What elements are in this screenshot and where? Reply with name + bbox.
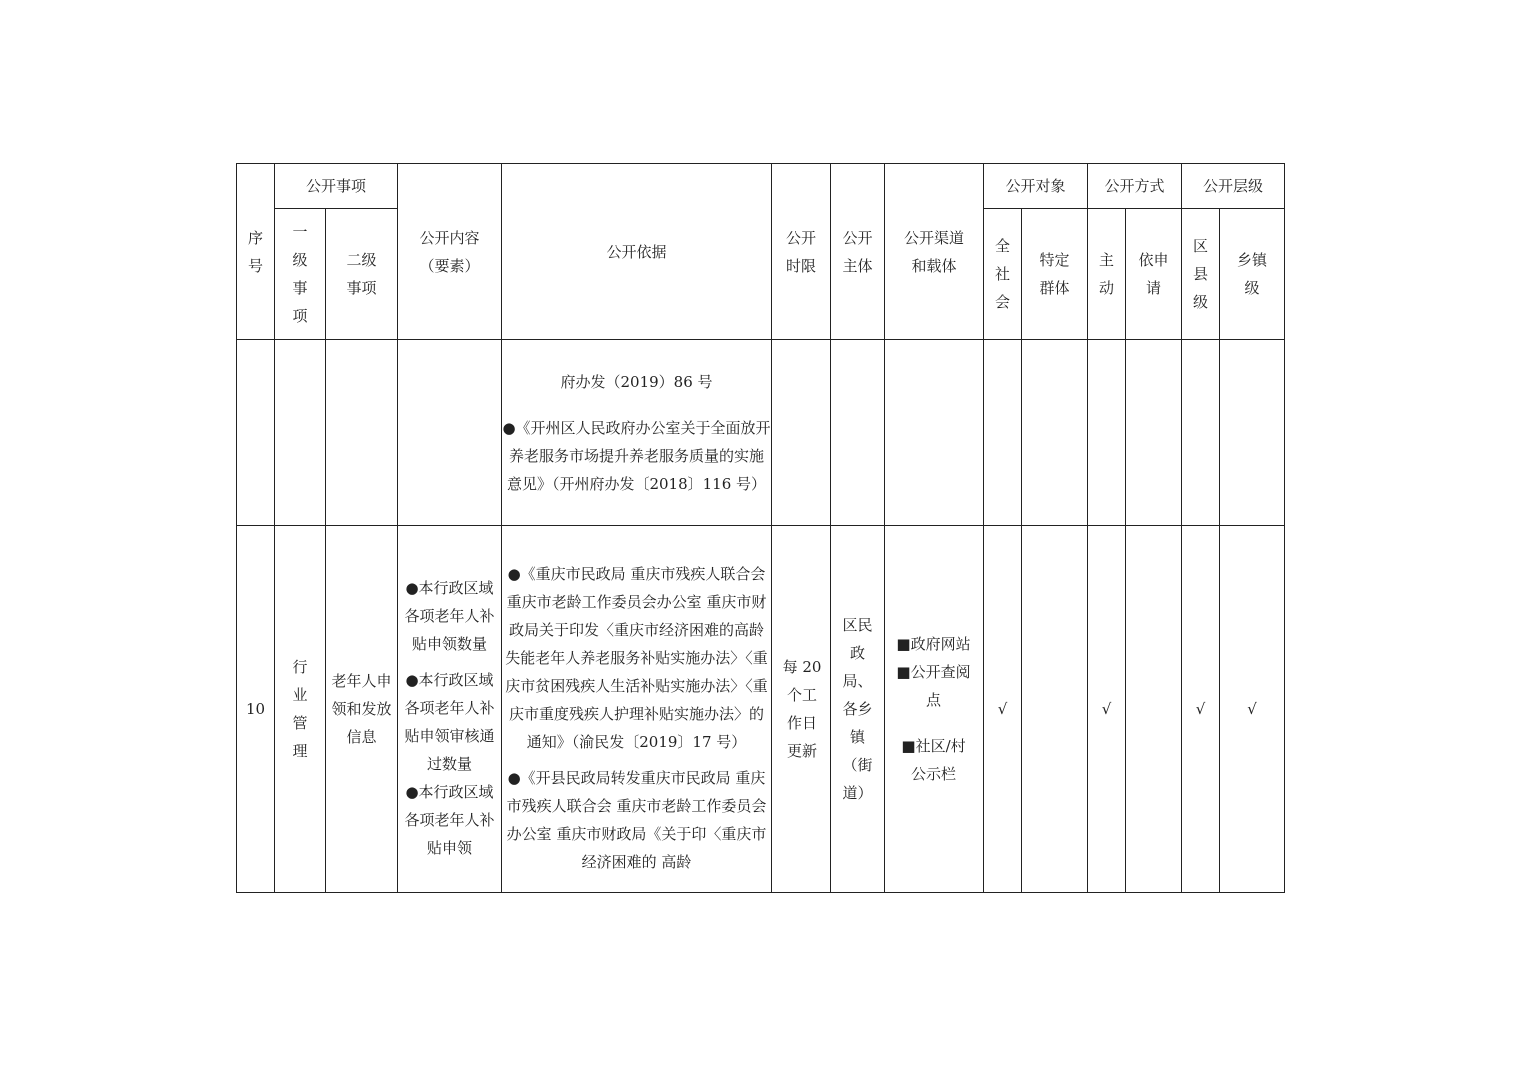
row10-basis-item-1: ●《重庆市民政局 重庆市残疾人联合会 重庆市老龄工作委员会办公室 重庆市财政局关于印发〈重庆市经济困难的高龄失能老年人养老服务补贴实施办法〉〈重庆市贫困残疾人生活补贴实施办法〉〈重庆市重度残疾人护理补贴实施办法〉的通知》（渝民发〔2019〕17 号） bbox=[505, 565, 768, 751]
header-target-all: 全社会 bbox=[984, 209, 1022, 340]
cont-level-county bbox=[1182, 340, 1220, 526]
cont-target-specific bbox=[1022, 340, 1088, 526]
row10-level-town: √ bbox=[1220, 526, 1285, 893]
row10-content bbox=[398, 526, 502, 893]
row10-channel-1: ■政府网站 ■公开查阅点 bbox=[896, 635, 971, 709]
cont-content bbox=[398, 340, 502, 526]
header-row-1 bbox=[237, 164, 1285, 209]
cont-method-active bbox=[1088, 340, 1126, 526]
row10-basis-item-2: ●《开县民政局转发重庆市民政局 重庆市残疾人联合会 重庆市老龄工作委员会办公室 重庆市财政局《关于印〈重庆市经济困难的 高龄 bbox=[506, 769, 767, 871]
row10-time-limit: 每 20 个工作日更新 bbox=[772, 526, 831, 893]
cont-level-town bbox=[1220, 340, 1285, 526]
row10-seq: 10 bbox=[237, 526, 275, 893]
row10-content-item-2: ●本行政区域各项老年人补贴申领审核通过数量 bbox=[404, 671, 495, 773]
row10-target-specific bbox=[1022, 526, 1088, 893]
header-content: 公开内容（要素） bbox=[398, 164, 502, 340]
cont-seq bbox=[237, 340, 275, 526]
cont-level1 bbox=[275, 340, 326, 526]
cont-level2 bbox=[326, 340, 398, 526]
header-level2: 二级事项 bbox=[326, 209, 398, 340]
cont-channel bbox=[885, 340, 984, 526]
header-channel: 公开渠道和载体 bbox=[885, 164, 984, 340]
table-row-10 bbox=[237, 526, 1285, 893]
row10-level1: 行业管理 bbox=[275, 526, 326, 893]
cont-method-apply bbox=[1126, 340, 1182, 526]
header-subject: 公开主体 bbox=[831, 164, 885, 340]
row10-channel-2: ■社区/村公示栏 bbox=[901, 737, 966, 783]
header-item-group: 公开事项 bbox=[275, 164, 398, 209]
header-basis: 公开依据 bbox=[502, 164, 772, 340]
table-row-continued bbox=[237, 340, 1285, 526]
row10-content-item-3: ●本行政区域各项老年人补贴申领 bbox=[404, 783, 495, 857]
header-level1: 一级事项 bbox=[275, 209, 326, 340]
row10-target-all: √ bbox=[984, 526, 1022, 893]
row10-method-apply bbox=[1126, 526, 1182, 893]
row10-level2: 老年人申领和发放信息 bbox=[326, 526, 398, 893]
cont-basis bbox=[502, 340, 772, 526]
header-target-specific: 特定群体 bbox=[1022, 209, 1088, 340]
cont-basis-line1: 府办发（2019）86 号 bbox=[560, 372, 713, 391]
header-level-county: 区县级 bbox=[1182, 209, 1220, 340]
header-target-group: 公开对象 bbox=[984, 164, 1088, 209]
header-level-town: 乡镇级 bbox=[1220, 209, 1285, 340]
cont-basis-para2: ●《开州区人民政府办公室关于全面放开养老服务市场提升养老服务质量的实施意见》（开州府办发〔2018〕116 号） bbox=[502, 418, 771, 493]
header-method-active: 主动 bbox=[1088, 209, 1126, 340]
row10-channel bbox=[885, 526, 984, 893]
row10-content-item-1: ●本行政区域各项老年人补贴申领数量 bbox=[404, 579, 495, 653]
header-time-limit: 公开时限 bbox=[772, 164, 831, 340]
disclosure-table bbox=[236, 163, 1285, 893]
row10-subject: 区民政局、各乡镇（街道） bbox=[831, 526, 885, 893]
row10-basis bbox=[502, 526, 772, 893]
cont-subject bbox=[831, 340, 885, 526]
header-level-group: 公开层级 bbox=[1182, 164, 1285, 209]
cont-time-limit bbox=[772, 340, 831, 526]
row10-level-county: √ bbox=[1182, 526, 1220, 893]
header-seq: 序号 bbox=[237, 164, 275, 340]
cont-target-all bbox=[984, 340, 1022, 526]
row10-method-active: √ bbox=[1088, 526, 1126, 893]
header-method-group: 公开方式 bbox=[1088, 164, 1182, 209]
header-method-apply: 依申请 bbox=[1126, 209, 1182, 340]
